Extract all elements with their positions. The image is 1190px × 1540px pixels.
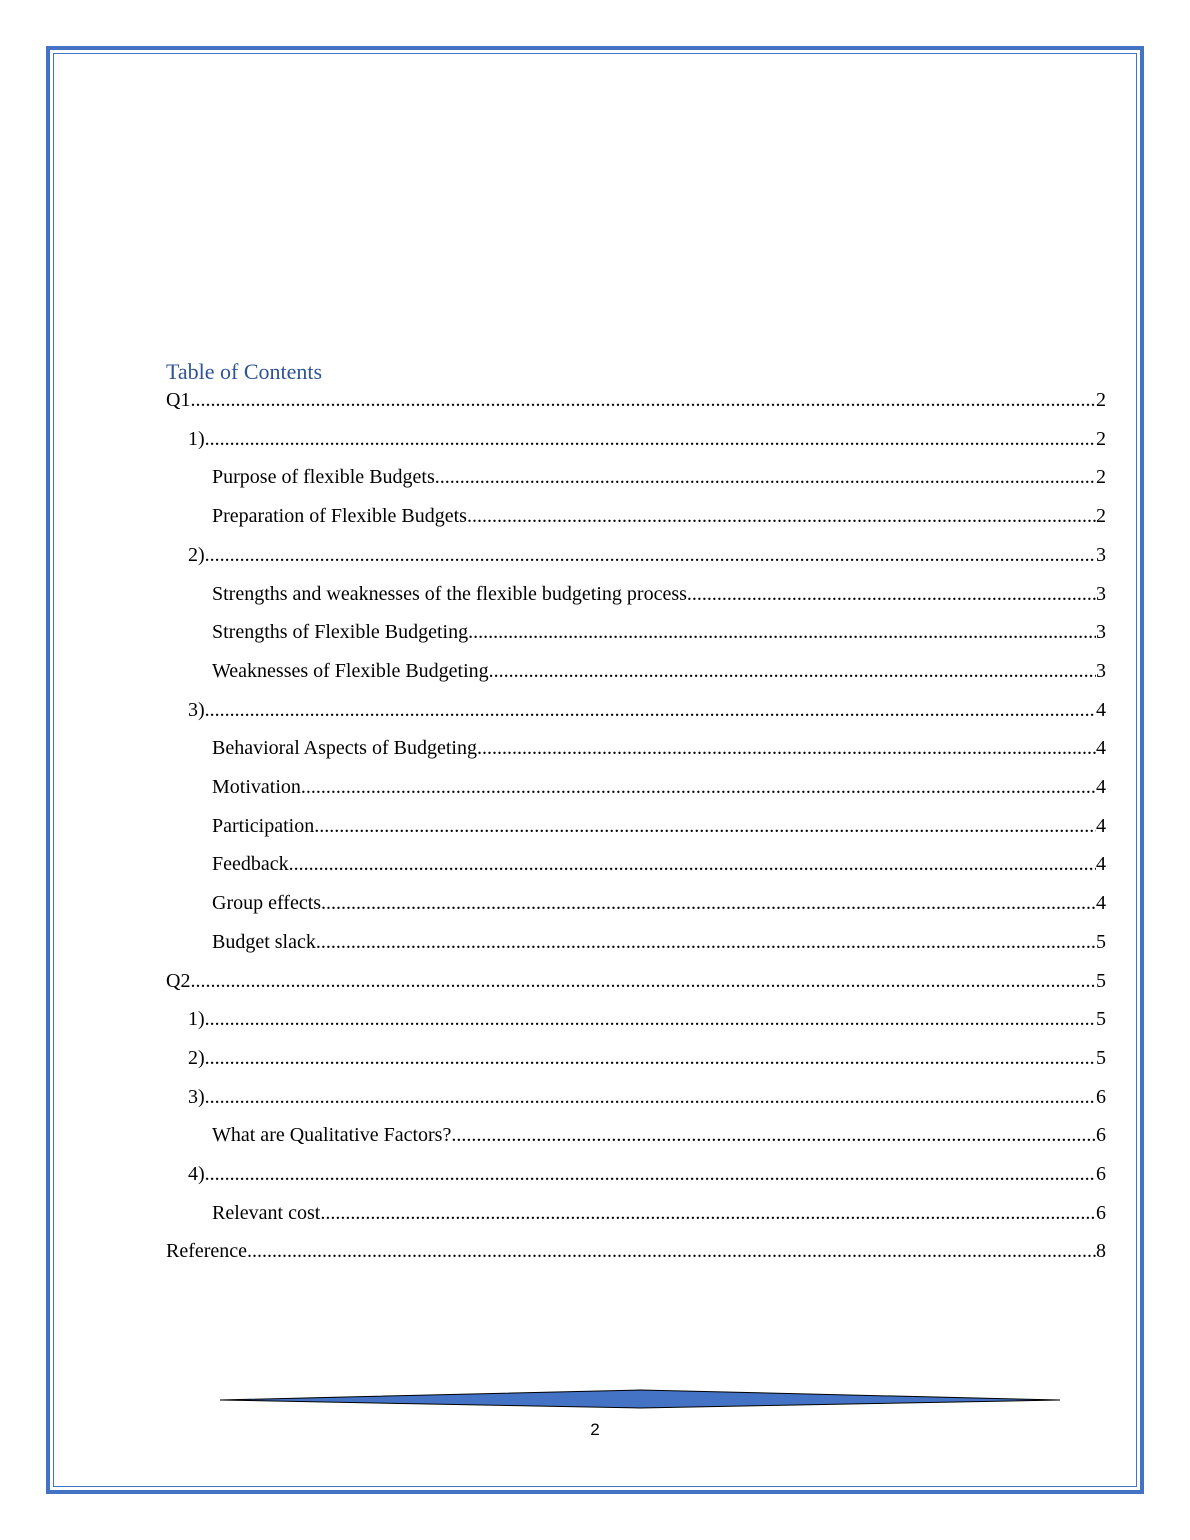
toc-entry[interactable] (166, 850, 1106, 878)
toc-entry-page: 6 (1096, 1163, 1106, 1185)
toc-entry[interactable] (166, 463, 1106, 491)
toc-dot-leader (314, 812, 1096, 840)
toc-entry[interactable] (166, 1121, 1106, 1149)
toc-dot-leader (205, 696, 1096, 724)
toc-entry-page: 3 (1096, 543, 1106, 566)
toc-entry-label: 2) (188, 1046, 205, 1069)
toc-entry-page: 2 (1096, 466, 1106, 489)
toc-dot-leader (190, 967, 1096, 995)
toc-dot-leader (467, 502, 1096, 530)
toc-title: Table of Contents (166, 359, 323, 384)
toc-entry-label: Purpose of flexible Budgets (212, 466, 435, 489)
toc-entry-label: 1) (188, 427, 205, 450)
toc-dot-leader (321, 889, 1096, 917)
toc-entry-page: 5 (1096, 930, 1106, 953)
toc-entry[interactable] (166, 1160, 1106, 1188)
toc-entry-label: 2) (188, 543, 205, 566)
toc-entry-page: 4 (1096, 698, 1106, 721)
toc-entry[interactable] (166, 386, 1106, 414)
toc-entry[interactable] (166, 734, 1106, 762)
toc-entry[interactable] (166, 812, 1106, 840)
toc-entry-label: Behavioral Aspects of Budgeting (212, 737, 477, 760)
page-number: 2 (590, 1420, 600, 1439)
toc-entry[interactable] (166, 580, 1106, 608)
toc-entry-page: 6 (1096, 1124, 1106, 1147)
toc-entry-page: 6 (1096, 1201, 1106, 1224)
toc-entry[interactable] (166, 967, 1106, 995)
toc-entry-label: Q1 (166, 389, 191, 411)
toc-entry-page: 3 (1096, 582, 1106, 605)
toc-dot-leader (205, 1160, 1096, 1188)
toc-dot-leader (687, 580, 1096, 608)
toc-entry-label: 3) (188, 698, 205, 721)
toc-dot-leader (205, 1044, 1096, 1072)
toc-entry[interactable] (166, 889, 1106, 917)
toc-entry-page: 3 (1096, 659, 1106, 682)
toc-entry-label: Motivation (212, 776, 301, 798)
toc-entry-page: 4 (1096, 814, 1106, 837)
toc-entry-page: 4 (1096, 737, 1106, 760)
toc-entry-page: 4 (1096, 853, 1106, 876)
toc-entry-label: Q2 (166, 969, 191, 992)
toc-dot-leader (247, 1237, 1096, 1265)
toc-entry-label: Group effects (212, 892, 322, 915)
toc-entry-page: 2 (1096, 427, 1106, 450)
toc-entry-label: What are Qualitative Factors? (212, 1124, 452, 1147)
toc-entry[interactable] (166, 1044, 1106, 1072)
toc-dot-leader (435, 463, 1096, 491)
toc-dot-leader (205, 541, 1096, 569)
toc-entry-label: Relevant cost (212, 1201, 321, 1224)
toc-entry-label: Strengths of Flexible Budgeting (212, 621, 469, 644)
toc-entry-page: 5 (1096, 1046, 1106, 1069)
toc-entry-label: Strengths and weaknesses of the flexible budgeting process (212, 582, 687, 605)
toc-entry-page: 2 (1096, 505, 1106, 528)
toc-entry[interactable] (166, 1083, 1106, 1111)
toc-entry-page: 5 (1096, 1008, 1106, 1031)
toc-entry-page: 6 (1096, 1085, 1106, 1108)
toc-entry[interactable] (166, 541, 1106, 569)
toc-entry-page: 5 (1096, 969, 1106, 992)
toc-entry-page: 8 (1096, 1240, 1106, 1263)
toc-entry-page: 4 (1096, 776, 1106, 798)
toc-entry-label: Preparation of Flexible Budgets (212, 505, 467, 528)
toc-dot-leader (489, 657, 1096, 685)
toc-dot-leader (289, 850, 1096, 878)
toc-entry[interactable] (166, 1005, 1106, 1033)
toc-entry-label: 4) (188, 1163, 205, 1185)
toc-entry-label: 3) (188, 1085, 205, 1108)
toc-dot-leader (205, 425, 1096, 453)
page-border-inner (53, 53, 1137, 1487)
toc-entry[interactable] (166, 773, 1106, 801)
toc-entry[interactable] (166, 425, 1106, 453)
toc-entry-label: 1) (188, 1008, 205, 1031)
toc-entry-page: 3 (1096, 621, 1106, 644)
toc-entry-label: Weaknesses of Flexible Budgeting (212, 659, 489, 682)
toc-dot-leader (320, 1199, 1096, 1227)
toc-entry[interactable] (166, 696, 1106, 724)
footer-ornament (220, 1388, 1060, 1410)
toc-dot-leader (316, 928, 1096, 956)
toc-entry[interactable] (166, 618, 1106, 646)
toc-entry-page: 2 (1096, 389, 1106, 411)
toc-entry[interactable] (166, 1237, 1106, 1265)
toc-dot-leader (468, 618, 1096, 646)
toc-entry[interactable] (166, 1199, 1106, 1227)
toc-entry-page: 4 (1096, 892, 1106, 915)
toc-entry-label: Participation (212, 814, 315, 837)
toc-dot-leader (190, 386, 1096, 414)
toc-entry-label: Budget slack (212, 930, 316, 953)
toc-dot-leader (451, 1121, 1096, 1149)
toc-entry[interactable] (166, 502, 1106, 530)
toc-entry-label: Reference (166, 1240, 248, 1263)
toc-dot-leader (301, 773, 1096, 801)
toc-dot-leader (205, 1083, 1096, 1111)
toc-entry[interactable] (166, 657, 1106, 685)
toc-entry-label: Feedback (212, 853, 289, 876)
toc-entry[interactable] (166, 928, 1106, 956)
toc-dot-leader (205, 1005, 1096, 1033)
toc-dot-leader (477, 734, 1096, 762)
